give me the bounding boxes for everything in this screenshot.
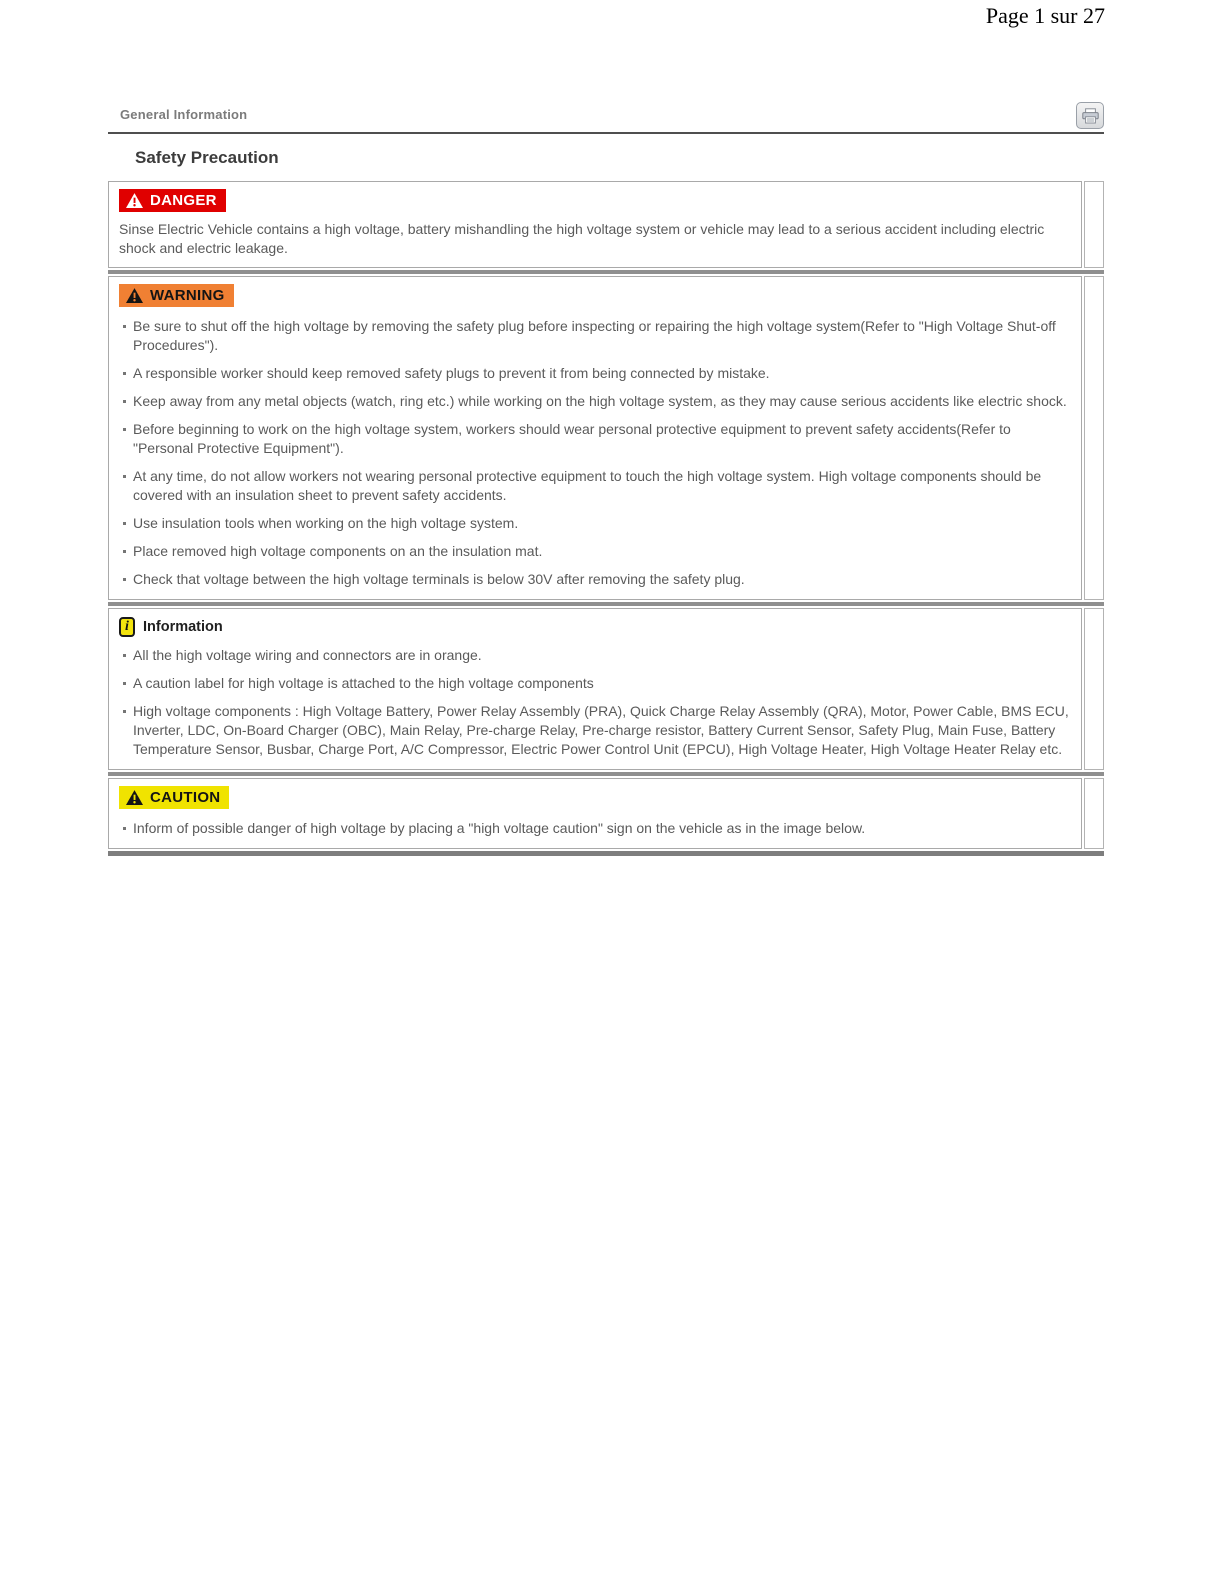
bullet-item: All the high voltage wiring and connectors are in orange. (122, 646, 1073, 665)
section-header (108, 102, 1104, 132)
content-area (108, 102, 1104, 858)
information-bullet-list (122, 646, 1073, 759)
bullet-item: At any time, do not allow workers not wearing personal protective equipment to touch the high voltage system. High voltage components should be covered with an insulation sheet to prevent safety accidents. (122, 467, 1073, 505)
bullet-item: High voltage components : High Voltage Battery, Power Relay Assembly (PRA), Quick Charge Relay Assembly (QRA), Motor, Power Cable, BMS ECU, Inverter, LDC, On-Board Charger (OBC), Main Relay, Pre-charge Relay, Pre-charge resistor, Battery Current Sensor, Safety Plug, Main Fuse, Battery Temperature Sensor, Busbar, Charge Port, A/C Compressor, Electric Power Control Unit (EPCU), High Voltage Heater, High Voltage Heater Relay etc. (122, 702, 1073, 759)
danger-text: Sinse Electric Vehicle contains a high voltage, battery mishandling the high voltage system or vehicle may lead to a serious accident including electric shock and electric leakage. (119, 221, 1045, 256)
caution-box (108, 778, 1082, 849)
bullet-item: Place removed high voltage components on an the insulation mat. (122, 542, 1073, 561)
info-icon: i (119, 617, 135, 637)
section-separator (108, 772, 1104, 776)
bullet-item: Before beginning to work on the high voltage system, workers should wear personal protective equipment to prevent safety accidents(Refer to "Personal Protective Equipment"). (122, 420, 1073, 458)
danger-box (108, 181, 1082, 268)
side-cell (1084, 181, 1104, 268)
warning-triangle-icon (126, 790, 143, 805)
bullet-item: Be sure to shut off the high voltage by removing the safety plug before inspecting or repairing the high voltage system(Refer to "High Voltage Shut-off Procedures"). (122, 317, 1073, 355)
bullet-item: Inform of possible danger of high voltage by placing a "high voltage caution" sign on the vehicle as in the image below. (122, 819, 1073, 838)
side-cell (1084, 608, 1104, 770)
warning-bullet-list (122, 317, 1073, 589)
danger-badge (119, 189, 226, 212)
information-badge-label: Information (143, 619, 223, 635)
information-box (108, 608, 1082, 770)
bullet-item: A caution label for high voltage is attached to the high voltage components (122, 674, 1073, 693)
page-indicator: Page 1 sur 27 (985, 3, 1105, 28)
information-badge (119, 617, 1073, 637)
caution-bullet-list (122, 819, 1073, 838)
breadcrumb: General Information (120, 107, 248, 122)
printer-icon (1082, 108, 1099, 124)
danger-badge-label: DANGER (150, 192, 217, 209)
danger-section (108, 181, 1104, 268)
caution-badge-label: CAUTION (150, 789, 221, 806)
side-cell (1084, 276, 1104, 600)
caution-badge (119, 786, 229, 809)
section-separator (108, 602, 1104, 606)
side-cell (1084, 778, 1104, 849)
caution-section (108, 778, 1104, 849)
bullet-item: A responsible worker should keep removed safety plugs to prevent it from being connected by mistake. (122, 364, 1073, 383)
warning-badge-label: WARNING (150, 287, 225, 304)
print-button[interactable] (1076, 102, 1104, 129)
bottom-separator (108, 851, 1104, 856)
bullet-item: Use insulation tools when working on the high voltage system. (122, 514, 1073, 533)
header-divider (108, 132, 1104, 134)
warning-box (108, 276, 1082, 600)
warning-badge (119, 284, 234, 307)
bullet-item: Keep away from any metal objects (watch, ring etc.) while working on the high voltage system, as they may cause serious accidents like electric shock. (122, 392, 1073, 411)
bullet-item: Check that voltage between the high voltage terminals is below 30V after removing the safety plug. (122, 570, 1073, 589)
warning-section (108, 276, 1104, 600)
warning-triangle-icon (126, 193, 143, 208)
section-separator (108, 270, 1104, 274)
information-section (108, 608, 1104, 770)
warning-triangle-icon (126, 288, 143, 303)
page-title: Safety Precaution (135, 148, 279, 167)
